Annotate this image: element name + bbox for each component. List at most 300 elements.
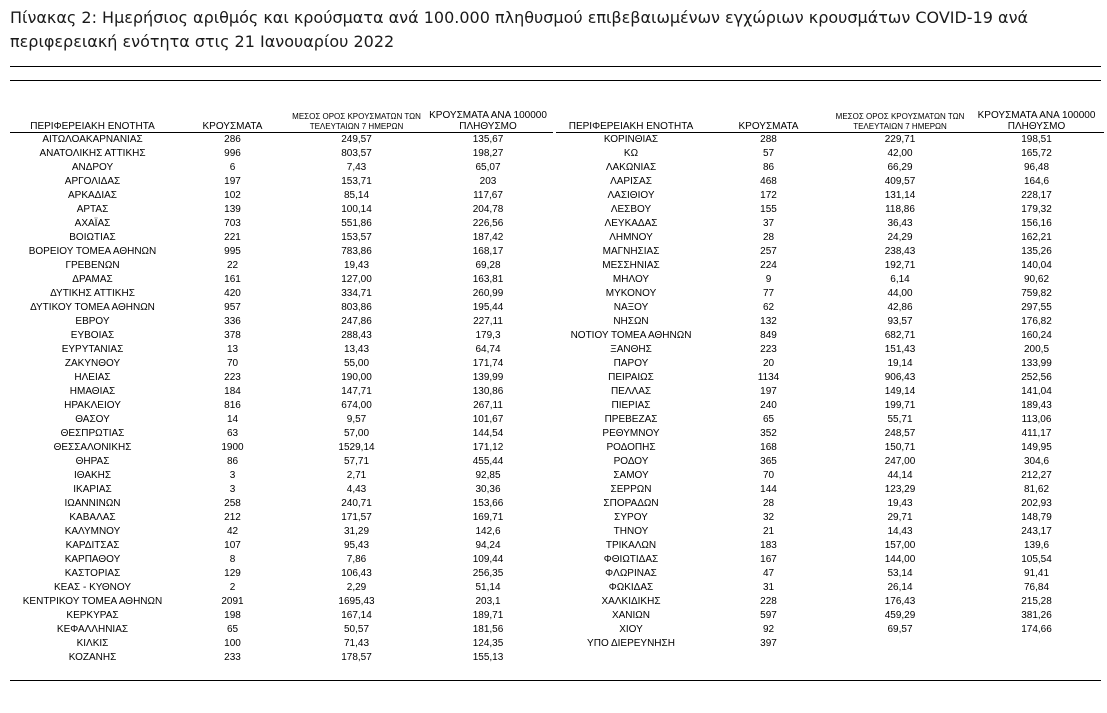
region-cell: ΒΟΡΕΙΟΥ ΤΟΜΕΑ ΑΘΗΝΩΝ [28, 246, 157, 257]
region-cell: ΑΡΓΟΛΙΔΑΣ [64, 176, 121, 187]
region-cell: ΑΡΤΑΣ [76, 204, 109, 215]
table-row [556, 147, 1104, 161]
avg7-cell: 55,00 [343, 358, 370, 369]
header-per100k: ΚΡΟΥΣΜΑΤΑ ΑΝΑ 100000 ΠΛΗΘΥΣΜΟ [429, 110, 547, 132]
avg7-cell: 906,43 [884, 372, 916, 383]
cases-cell: 63 [226, 428, 239, 439]
per100k-cell: 227,11 [473, 316, 503, 327]
avg7-cell: 6,14 [890, 274, 910, 285]
avg7-cell: 127,00 [341, 274, 372, 285]
table-row [10, 623, 553, 637]
cases-cell: 223 [224, 372, 241, 383]
table-row [556, 231, 1104, 245]
per100k-cell: 203,1 [475, 596, 501, 607]
region-cell: ΗΜΑΘΙΑΣ [69, 386, 116, 397]
per100k-cell: 135,67 [472, 134, 504, 145]
cases-cell: 3 [229, 470, 236, 481]
table-row [10, 203, 553, 217]
region-cell: ΠΑΡΟΥ [613, 358, 649, 369]
per100k-cell: 243,17 [1021, 526, 1052, 537]
top-rule-2 [10, 80, 1101, 81]
table-row [10, 637, 553, 651]
region-cell: ΗΡΑΚΛΕΙΟΥ [64, 400, 121, 411]
per100k-cell: 139,99 [472, 372, 504, 383]
region-cell: ΝΗΣΩΝ [613, 316, 649, 327]
table-row [10, 469, 553, 483]
table-row [10, 133, 553, 148]
table-row [556, 441, 1104, 455]
cases-cell: 183 [760, 540, 777, 551]
cases-cell: 378 [224, 330, 241, 341]
avg7-cell: 288,43 [341, 330, 372, 341]
table-row [10, 483, 553, 497]
avg7-cell: 57,71 [343, 456, 370, 467]
region-cell: ΔΡΑΜΑΣ [72, 274, 113, 285]
region-cell: ΙΚΑΡΙΑΣ [73, 484, 112, 495]
cases-cell: 47 [762, 568, 775, 579]
per100k-cell: 141,04 [1021, 386, 1052, 397]
per100k-cell: 189,71 [472, 610, 504, 621]
avg7-cell: 171,57 [341, 512, 372, 523]
region-cell: ΧΙΟΥ [619, 624, 643, 635]
table-row [10, 371, 553, 385]
table-row [10, 497, 553, 511]
per100k-cell: 228,17 [1021, 190, 1052, 201]
avg7-cell: 2,71 [346, 470, 367, 481]
table-row [556, 595, 1104, 609]
region-cell: ΚΕΡΚΥΡΑΣ [66, 610, 119, 621]
per100k-cell: 297,55 [1021, 302, 1052, 313]
region-cell: ΚΟΡΙΝΘΙΑΣ [603, 134, 659, 145]
cases-cell: 228 [760, 596, 777, 607]
avg7-cell: 66,29 [887, 162, 913, 173]
per100k-cell: 130,86 [472, 386, 504, 397]
table-row [10, 231, 553, 245]
cases-cell: 77 [762, 288, 775, 299]
per100k-cell: 101,67 [472, 414, 504, 425]
per100k-cell: 109,44 [472, 554, 504, 565]
per100k-cell: 179,32 [1021, 204, 1052, 215]
cases-cell: 22 [226, 260, 239, 271]
region-cell: ΤΡΙΚΑΛΩΝ [605, 540, 657, 551]
cases-cell: 28 [762, 498, 775, 509]
per100k-cell: 142,6 [475, 526, 501, 537]
cases-cell: 6 [229, 162, 236, 173]
cases-cell: 57 [762, 148, 775, 159]
cases-cell: 8 [229, 554, 236, 565]
cases-cell: 13 [226, 344, 239, 355]
cases-cell: 996 [224, 148, 241, 159]
per100k-cell: 168,17 [472, 246, 504, 257]
per100k-cell: 260,99 [472, 288, 504, 299]
region-cell: ΕΥΒΟΙΑΣ [70, 330, 115, 341]
avg7-cell: 459,29 [884, 610, 916, 621]
cases-cell: 257 [760, 246, 777, 257]
per100k-cell: 759,82 [1021, 288, 1052, 299]
table-row [10, 651, 553, 665]
per100k-cell: 135,26 [1021, 246, 1052, 257]
table-row [556, 161, 1104, 175]
header-per100k: ΚΡΟΥΣΜΑΤΑ ΑΝΑ 100000 ΠΛΗΘΥΣΜΟ [977, 110, 1096, 132]
avg7-cell: 178,57 [341, 652, 372, 663]
avg7-cell: 55,71 [887, 414, 913, 425]
region-cell: ΑΙΤΩΛΟΑΚΑΡΝΑΝΙΑΣ [42, 134, 143, 145]
table-row [556, 567, 1104, 581]
per100k-cell: 164,6 [1023, 176, 1050, 187]
table-row [556, 637, 1104, 651]
table-row [10, 511, 553, 525]
cases-cell: 223 [760, 344, 777, 355]
table-row [10, 441, 553, 455]
per100k-cell: 174,66 [1021, 624, 1052, 635]
per100k-cell: 189,43 [1021, 400, 1052, 411]
per100k-cell: 69,28 [475, 260, 501, 271]
cases-cell: 14 [226, 414, 239, 425]
cases-cell: 224 [760, 260, 777, 271]
table-row [10, 301, 553, 315]
cases-cell: 3 [229, 484, 236, 495]
per100k-cell: 90,62 [1023, 274, 1050, 285]
cases-cell: 2091 [221, 596, 244, 607]
avg7-cell: 803,86 [341, 302, 372, 313]
region-cell: ΧΑΛΚΙΔΙΚΗΣ [601, 596, 661, 607]
avg7-cell: 229,71 [884, 134, 916, 145]
avg7-cell: 71,43 [343, 638, 370, 649]
avg7-cell: 53,14 [887, 568, 913, 579]
table-row [556, 329, 1104, 343]
region-cell: ΝΟΤΙΟΥ ΤΟΜΕΑ ΑΘΗΝΩΝ [570, 330, 692, 341]
avg7-cell: 36,43 [887, 218, 913, 229]
avg7-cell: 144,00 [884, 554, 916, 565]
table-row [556, 609, 1104, 623]
region-cell: ΛΑΣΙΘΙΟΥ [607, 190, 655, 201]
table-row [10, 189, 553, 203]
table-row [556, 175, 1104, 189]
avg7-cell: 100,14 [341, 204, 372, 215]
per100k-cell: 156,16 [1021, 218, 1052, 229]
avg7-cell: 240,71 [341, 498, 372, 509]
per100k-cell: 267,11 [473, 400, 503, 411]
region-cell: ΑΡΚΑΔΙΑΣ [68, 190, 117, 201]
cases-cell: 21 [762, 526, 775, 537]
region-cell: ΠΙΕΡΙΑΣ [611, 400, 651, 411]
table-row [10, 567, 553, 581]
avg7-cell: 31,29 [343, 526, 370, 537]
avg7-cell: 199,71 [884, 400, 916, 411]
region-cell: ΜΕΣΣΗΝΙΑΣ [602, 260, 660, 271]
region-cell: ΛΗΜΝΟΥ [609, 232, 653, 243]
region-cell: ΜΑΓΝΗΣΙΑΣ [602, 246, 660, 257]
header-row [556, 106, 1104, 133]
per100k-cell: 153,66 [472, 498, 504, 509]
header-cases: ΚΡΟΥΣΜΑΤΑ [738, 121, 799, 132]
region-cell: ΣΥΡΟΥ [614, 512, 648, 523]
table-row [556, 539, 1104, 553]
cases-cell: 212 [224, 512, 241, 523]
region-cell: ΣΠΟΡΑΔΩΝ [603, 498, 659, 509]
cases-cell: 168 [760, 442, 777, 453]
table-row [10, 217, 553, 231]
avg7-cell: 153,71 [341, 176, 372, 187]
avg7-cell: 26,14 [887, 582, 913, 593]
cases-cell: 65 [226, 624, 239, 635]
avg7-cell: 24,29 [887, 232, 913, 243]
region-cell: ΓΡΕΒΕΝΩΝ [65, 260, 120, 271]
avg7-cell: 95,43 [343, 540, 370, 551]
table-row [556, 497, 1104, 511]
per100k-cell: 81,62 [1023, 484, 1050, 495]
per100k-cell: 76,84 [1023, 582, 1050, 593]
table-row [556, 315, 1104, 329]
per100k-cell: 64,74 [475, 344, 501, 355]
cases-cell: 139 [224, 204, 241, 215]
cases-cell: 365 [760, 456, 777, 467]
cases-cell: 92 [762, 624, 775, 635]
header-region: ΠΕΡΙΦΕΡΕΙΑΚΗ ΕΝΟΤΗΤΑ [30, 121, 155, 132]
region-cell: ΒΟΙΩΤΙΑΣ [69, 232, 116, 243]
top-rule [10, 66, 1101, 67]
table-row [10, 273, 553, 287]
per100k-cell: 200,5 [1023, 344, 1050, 355]
per100k-cell: 148,79 [1021, 512, 1052, 523]
per100k-cell: 133,99 [1021, 358, 1052, 369]
table-row [10, 161, 553, 175]
per100k-cell: 117,67 [473, 190, 503, 201]
cases-cell: 37 [762, 218, 775, 229]
table-row [10, 385, 553, 399]
region-cell: ΘΕΣΠΡΩΤΙΑΣ [60, 428, 125, 439]
avg7-cell: 149,14 [884, 386, 916, 397]
cases-cell: 240 [760, 400, 777, 411]
cases-cell: 144 [760, 484, 777, 495]
cases-cell: 20 [762, 358, 775, 369]
header-avg7: ΜΕΣΟΣ ΟΡΟΣ ΚΡΟΥΣΜΑΤΩΝ ΤΩΝ ΤΕΛΕΥΤΑΙΩΝ 7 ΗΜΕΡΩΝ [835, 112, 965, 131]
per100k-cell: 187,42 [472, 232, 504, 243]
header-row [10, 106, 553, 133]
per100k-cell: 171,12 [472, 442, 504, 453]
avg7-cell: 247,86 [341, 316, 372, 327]
table-row [10, 595, 553, 609]
per100k-cell: 163,81 [472, 274, 504, 285]
region-cell: ΙΘΑΚΗΣ [73, 470, 112, 481]
avg7-cell: 551,86 [341, 218, 372, 229]
per100k-cell: 105,54 [1021, 554, 1052, 565]
cases-cell: 32 [762, 512, 775, 523]
region-cell: ΚΕΝΤΡΙΚΟΥ ΤΟΜΕΑ ΑΘΗΝΩΝ [22, 596, 163, 607]
avg7-cell: 93,57 [887, 316, 913, 327]
table-row [556, 273, 1104, 287]
cases-cell: 197 [224, 176, 241, 187]
cases-cell: 198 [224, 610, 241, 621]
region-cell: ΛΑΡΙΣΑΣ [610, 176, 652, 187]
per100k-cell: 198,51 [1021, 134, 1052, 145]
avg7-cell: 248,57 [884, 428, 916, 439]
table-row [10, 245, 553, 259]
region-cell: ΘΑΣΟΥ [75, 414, 110, 425]
per100k-cell: 411,17 [1021, 428, 1052, 439]
region-cell: ΧΑΝΙΩΝ [611, 610, 651, 621]
per100k-cell: 381,26 [1021, 610, 1052, 621]
region-cell: ΝΑΞΟΥ [613, 302, 649, 313]
avg7-cell: 682,71 [884, 330, 916, 341]
avg7-cell: 4,43 [346, 484, 367, 495]
cases-cell: 221 [224, 232, 241, 243]
region-cell: ΖΑΚΥΝΘΟΥ [64, 358, 121, 369]
region-cell: ΥΠΟ ΔΙΕΡΕΥΝΗΣΗ [587, 638, 675, 649]
per100k-cell: 256,35 [472, 568, 504, 579]
avg7-cell: 151,43 [884, 344, 916, 355]
table-row [556, 189, 1104, 203]
region-cell: ΤΗΝΟΥ [613, 526, 649, 537]
table-row [10, 553, 553, 567]
avg7-cell: 9,57 [346, 414, 367, 425]
per100k-cell: 91,41 [1023, 568, 1050, 579]
cases-cell: 167 [760, 554, 777, 565]
avg7-cell: 42,86 [887, 302, 913, 313]
table-row [10, 455, 553, 469]
cases-cell: 286 [224, 134, 241, 145]
region-cell: ΣΑΜΟΥ [613, 470, 649, 481]
header-region: ΠΕΡΙΦΕΡΕΙΑΚΗ ΕΝΟΤΗΤΑ [568, 121, 694, 132]
per100k-cell: 203 [479, 176, 497, 187]
cases-cell: 397 [760, 638, 777, 649]
per100k-cell: 160,24 [1021, 330, 1052, 341]
avg7-cell: 69,57 [887, 624, 913, 635]
per100k-cell: 215,28 [1021, 596, 1052, 607]
avg7-cell: 7,43 [346, 162, 367, 173]
per100k-cell: 212,27 [1021, 470, 1052, 481]
region-cell: ΚΑΒΑΛΑΣ [69, 512, 116, 523]
avg7-cell: 150,71 [884, 442, 916, 453]
per100k-cell: 94,24 [475, 540, 501, 551]
per100k-cell: 155,13 [472, 652, 504, 663]
table-row [556, 581, 1104, 595]
avg7-cell: 85,14 [343, 190, 370, 201]
table-row [556, 483, 1104, 497]
table-row [10, 315, 553, 329]
table-row [556, 343, 1104, 357]
avg7-cell: 118,86 [885, 204, 915, 215]
table-row [556, 623, 1104, 637]
table-row [556, 469, 1104, 483]
table-row [556, 525, 1104, 539]
region-cell: ΚΑΡΔΙΤΣΑΣ [65, 540, 120, 551]
per100k-cell: 92,85 [475, 470, 501, 481]
table-row [10, 581, 553, 595]
per100k-cell: 455,44 [472, 456, 504, 467]
table-row [556, 399, 1104, 413]
table-row [556, 217, 1104, 231]
per100k-cell: 195,44 [472, 302, 504, 313]
per100k-cell: 171,74 [472, 358, 504, 369]
table-row [10, 399, 553, 413]
cases-cell: 28 [762, 232, 775, 243]
cases-table-right [556, 106, 1104, 651]
region-cell: ΚΑΛΥΜΝΟΥ [64, 526, 121, 537]
per100k-cell: 140,04 [1021, 260, 1052, 271]
cases-cell: 352 [760, 428, 777, 439]
avg7-cell: 783,86 [341, 246, 372, 257]
cases-cell: 107 [224, 540, 241, 551]
per100k-cell: 176,82 [1021, 316, 1052, 327]
cases-cell: 102 [224, 190, 241, 201]
avg7-cell: 147,71 [341, 386, 372, 397]
avg7-cell [831, 637, 969, 651]
bottom-rule [10, 680, 1101, 681]
region-cell: ΚΩ [623, 148, 639, 159]
region-cell: ΡΟΔΟΥ [613, 456, 649, 467]
cases-cell: 288 [760, 134, 777, 145]
per100k-cell: 113,06 [1021, 414, 1052, 425]
cases-table-left [10, 106, 553, 665]
cases-cell: 86 [762, 162, 775, 173]
region-cell: ΘΕΣΣΑΛΟΝΙΚΗΣ [53, 442, 132, 453]
table-row [10, 357, 553, 371]
cases-cell: 9 [765, 274, 772, 285]
region-cell: ΞΑΝΘΗΣ [610, 344, 652, 355]
region-cell: ΦΛΩΡΙΝΑΣ [605, 568, 657, 579]
per100k-cell: 204,78 [472, 204, 504, 215]
avg7-cell: 157,00 [884, 540, 916, 551]
cases-cell: 1134 [757, 372, 780, 383]
header-cases: ΚΡΟΥΣΜΑΤΑ [202, 121, 263, 132]
region-cell: ΛΕΥΚΑΔΑΣ [604, 218, 658, 229]
cases-cell: 65 [762, 414, 775, 425]
cases-cell: 995 [224, 246, 241, 257]
region-cell: ΚΙΛΚΙΣ [76, 638, 109, 649]
table-row [10, 525, 553, 539]
table-row [10, 175, 553, 189]
avg7-cell: 153,57 [341, 232, 372, 243]
per100k-cell: 198,27 [472, 148, 504, 159]
cases-cell: 957 [224, 302, 241, 313]
avg7-cell: 29,71 [887, 512, 913, 523]
cases-cell: 42 [226, 526, 239, 537]
avg7-cell: 44,00 [887, 288, 913, 299]
table-row [556, 357, 1104, 371]
table-row [10, 343, 553, 357]
region-cell: ΚΑΣΤΟΡΙΑΣ [64, 568, 121, 579]
region-cell: ΙΩΑΝΝΙΝΩΝ [64, 498, 121, 509]
region-cell: ΡΕΘΥΜΝΟΥ [602, 428, 660, 439]
region-cell: ΠΕΙΡΑΙΩΣ [608, 372, 654, 383]
region-cell: ΠΡΕΒΕΖΑΣ [604, 414, 658, 425]
avg7-cell: 2,29 [346, 582, 367, 593]
table-row [556, 413, 1104, 427]
cases-cell: 1900 [221, 442, 244, 453]
table-row [556, 259, 1104, 273]
per100k-cell: 96,48 [1023, 162, 1050, 173]
region-cell: ΦΘΙΩΤΙΔΑΣ [603, 554, 659, 565]
avg7-cell: 247,00 [884, 456, 916, 467]
avg7-cell: 19,14 [887, 358, 913, 369]
per100k-cell: 162,21 [1021, 232, 1052, 243]
avg7-cell: 238,43 [884, 246, 916, 257]
region-cell: ΔΥΤΙΚΗΣ ΑΤΤΙΚΗΣ [50, 288, 135, 299]
table-row [10, 147, 553, 161]
table-row [10, 413, 553, 427]
table-row [556, 385, 1104, 399]
per100k-cell: 226,56 [472, 218, 504, 229]
avg7-cell: 249,57 [341, 134, 372, 145]
per100k-cell: 51,14 [475, 582, 501, 593]
per100k-cell: 124,35 [472, 638, 504, 649]
avg7-cell: 409,57 [884, 176, 916, 187]
region-cell: ΛΑΚΩΝΙΑΣ [605, 162, 657, 173]
table-row [556, 301, 1104, 315]
avg7-cell: 14,43 [887, 526, 913, 537]
per100k-cell: 179,3 [475, 330, 501, 341]
